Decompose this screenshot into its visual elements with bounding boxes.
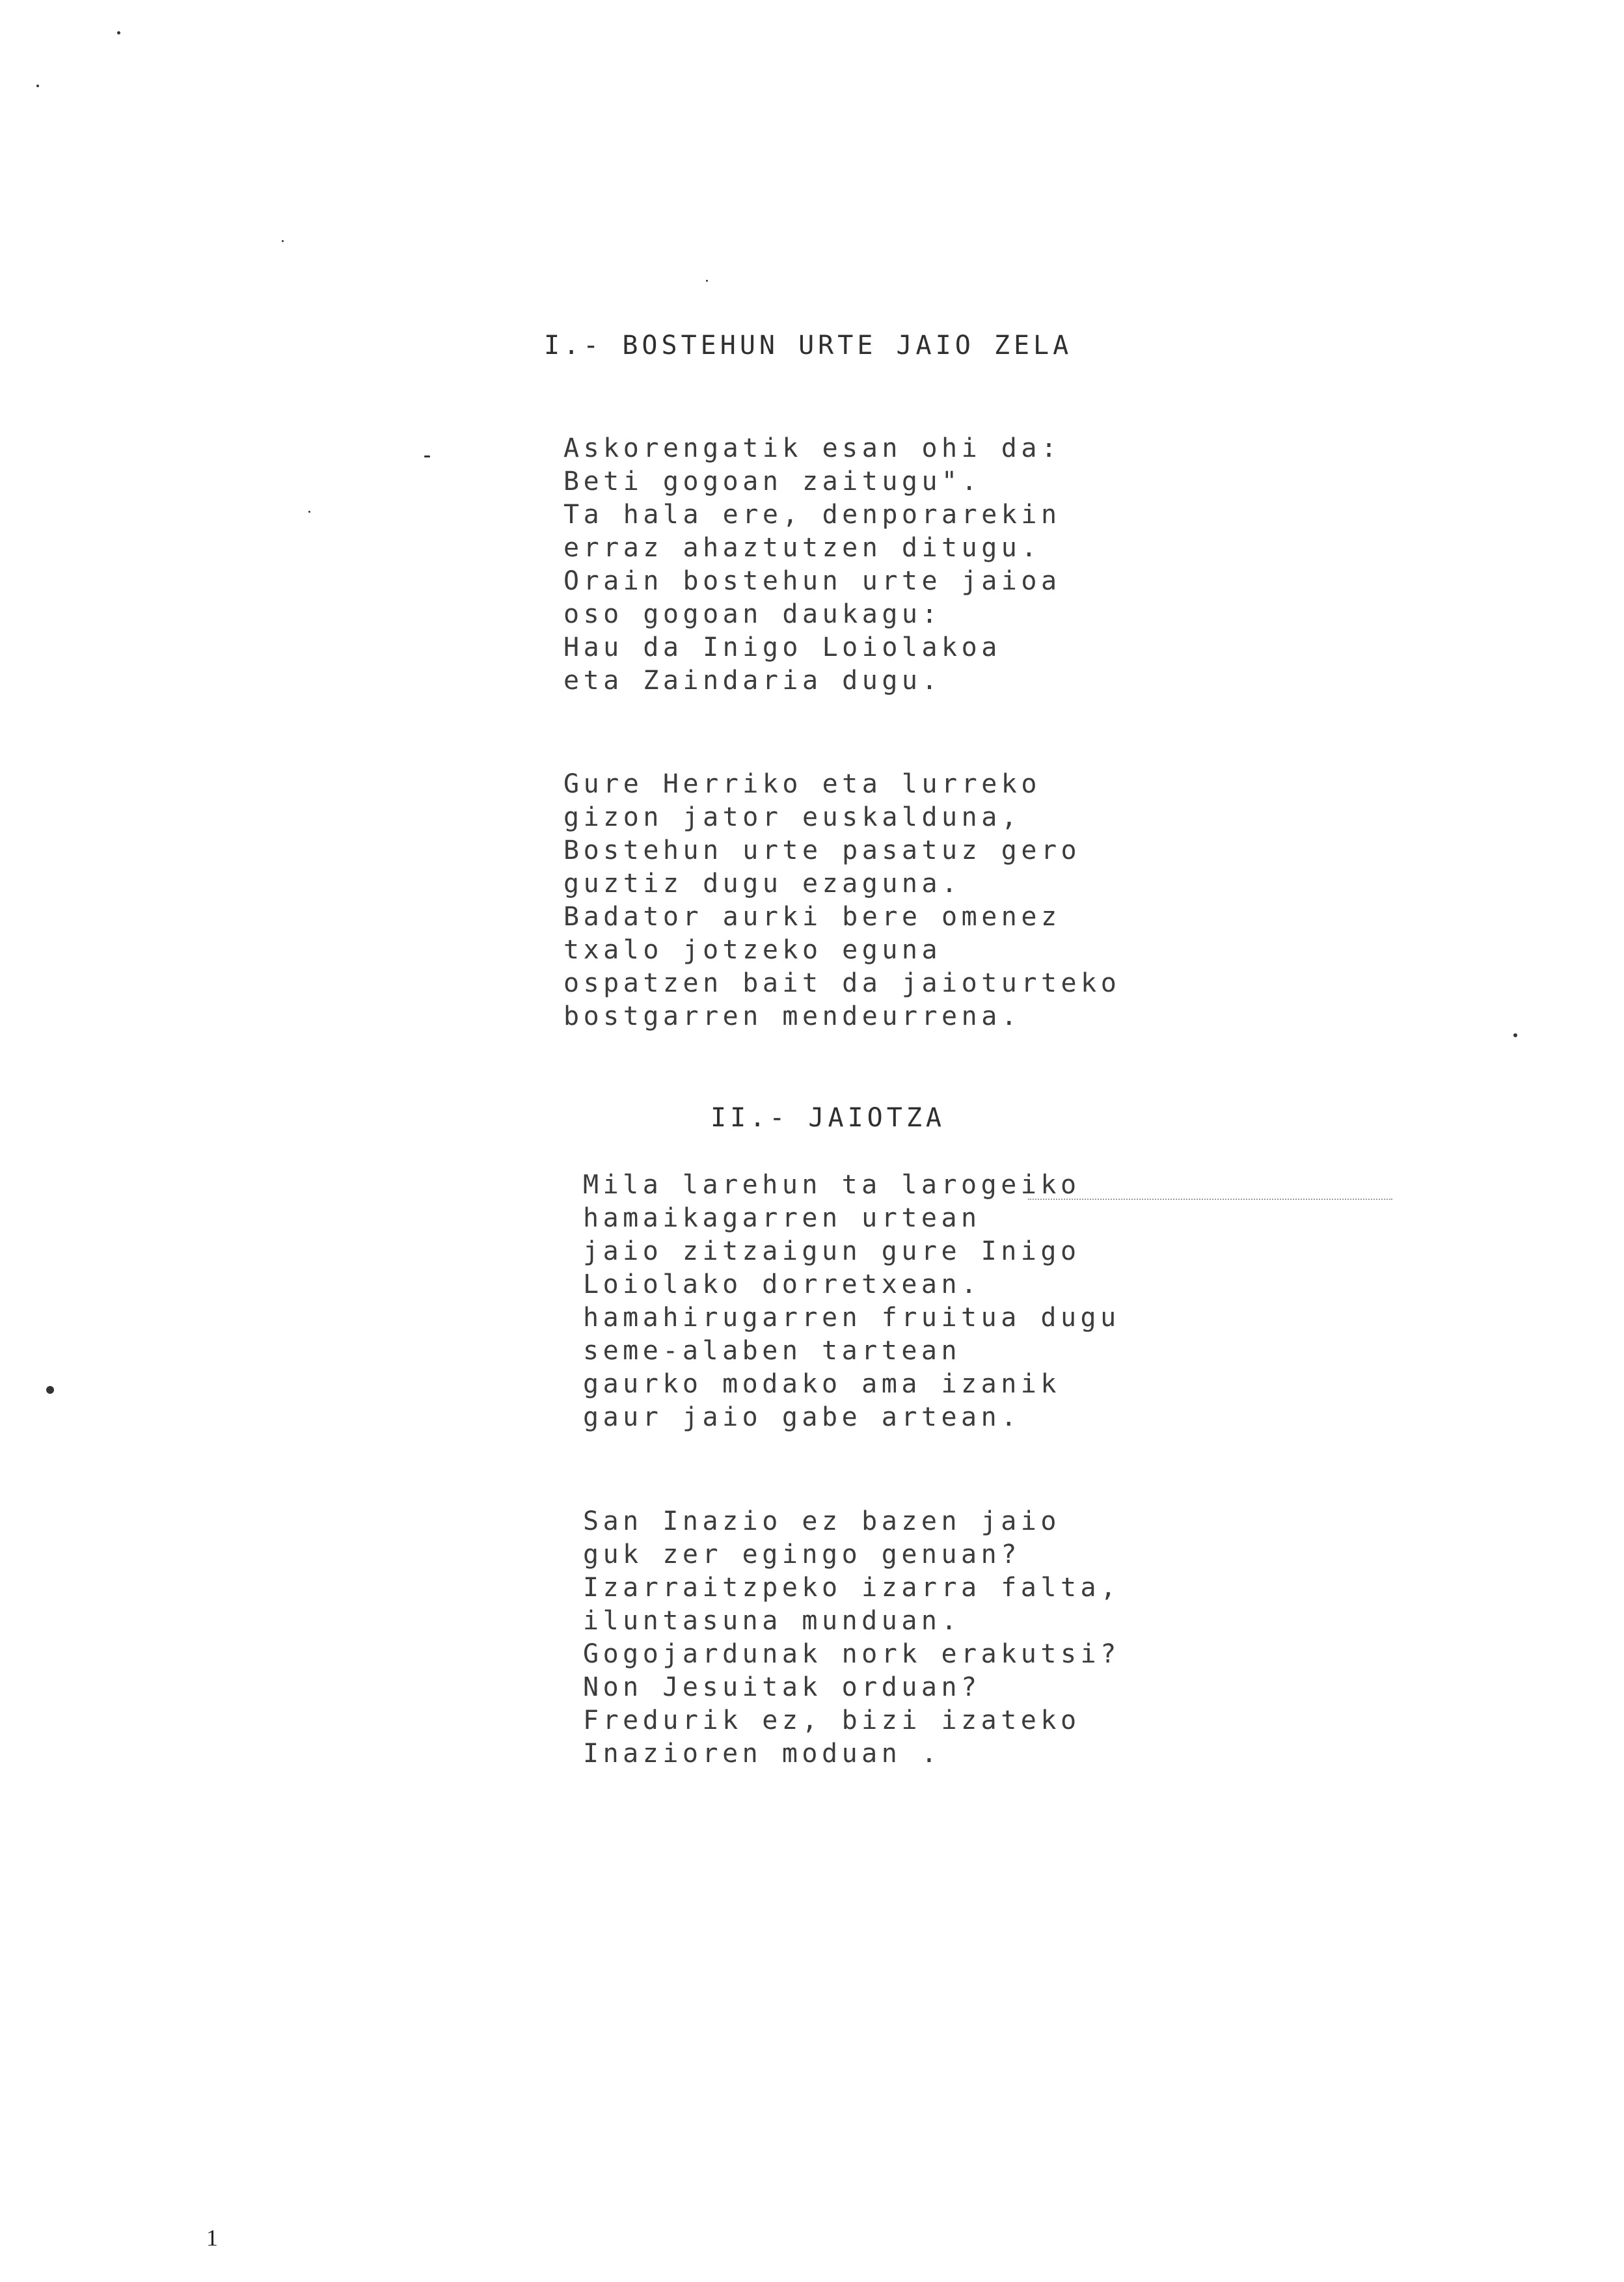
- verse-line: guztiz dugu ezaguna.: [563, 869, 962, 899]
- section-1-heading: I.- BOSTEHUN URTE JAIO ZELA: [544, 331, 1073, 360]
- verse-line: gizon jator euskalduna,: [563, 802, 1022, 832]
- verse-line: oso gogoan daukagu:: [563, 599, 942, 629]
- scan-speck: [117, 31, 120, 34]
- verse-line: gaurko modako ama izanik: [583, 1369, 1061, 1399]
- verse-line: Non Jesuitak orduan?: [583, 1672, 981, 1702]
- scan-speck: [282, 240, 284, 242]
- verse-line: seme-alaben tartean: [583, 1336, 962, 1366]
- verse-line: Badator aurki bere omenez: [563, 902, 1061, 932]
- verse-line: ospatzen bait da jaioturteko: [563, 968, 1121, 998]
- section-1-stanza-1: [563, 432, 1061, 698]
- verse-line: jaio zitzaigun gure Inigo: [583, 1236, 1081, 1266]
- verse-line: eta Zaindaria dugu.: [563, 666, 942, 696]
- verse-line: Askorengatik esan ohi da:: [563, 433, 1061, 463]
- section-2-stanza-2: [583, 1505, 1120, 1771]
- section-2-heading: II.- JAIOTZA: [710, 1103, 945, 1133]
- verse-line: hamahirugarren fruitua dugu: [583, 1303, 1120, 1333]
- section-1-stanza-2: [563, 768, 1120, 1033]
- verse-line: Mila larehun ta larogeiko: [583, 1170, 1081, 1200]
- verse-line: Loiolako dorretxean.: [583, 1270, 981, 1299]
- scan-speck: [36, 85, 39, 87]
- verse-line: iluntasuna munduan.: [583, 1606, 962, 1636]
- scan-speck: [424, 455, 430, 457]
- verse-line: Hau da Inigo Loiolakoa: [563, 632, 1001, 662]
- verse-line: San Inazio ez bazen jaio: [583, 1506, 1061, 1536]
- verse-line: guk zer egingo genuan?: [583, 1540, 1021, 1569]
- verse-line: Izarraitzpeko izarra falta,: [583, 1573, 1120, 1603]
- verse-line: Orain bostehun urte jaioa: [563, 566, 1061, 596]
- verse-line: Beti gogoan zaitugu".: [563, 467, 982, 496]
- verse-line: txalo jotzeko eguna: [563, 935, 942, 965]
- page-number: 1: [206, 2225, 218, 2251]
- verse-line: Bostehun urte pasatuz gero: [563, 835, 1081, 865]
- verse-line: erraz ahaztutzen ditugu.: [563, 533, 1041, 563]
- scan-speck: [46, 1386, 54, 1394]
- verse-line: Gure Herriko eta lurreko: [563, 769, 1041, 799]
- verse-line: bostgarren mendeurrena.: [563, 1001, 1022, 1031]
- verse-line: Inazioren moduan .: [583, 1739, 941, 1769]
- verse-line: hamaikagarren urtean: [583, 1203, 981, 1233]
- scan-speck: [1513, 1033, 1517, 1037]
- section-2-stanza-1: [583, 1169, 1120, 1434]
- verse-line: gaur jaio gabe artean.: [583, 1402, 1021, 1432]
- verse-line: Ta hala ere, denporarekin: [563, 500, 1061, 530]
- verse-line: Fredurik ez, bizi izateko: [583, 1705, 1081, 1735]
- scan-speck: [706, 280, 708, 282]
- scan-speck: [308, 511, 310, 513]
- verse-line: Gogojardunak nork erakutsi?: [583, 1639, 1120, 1669]
